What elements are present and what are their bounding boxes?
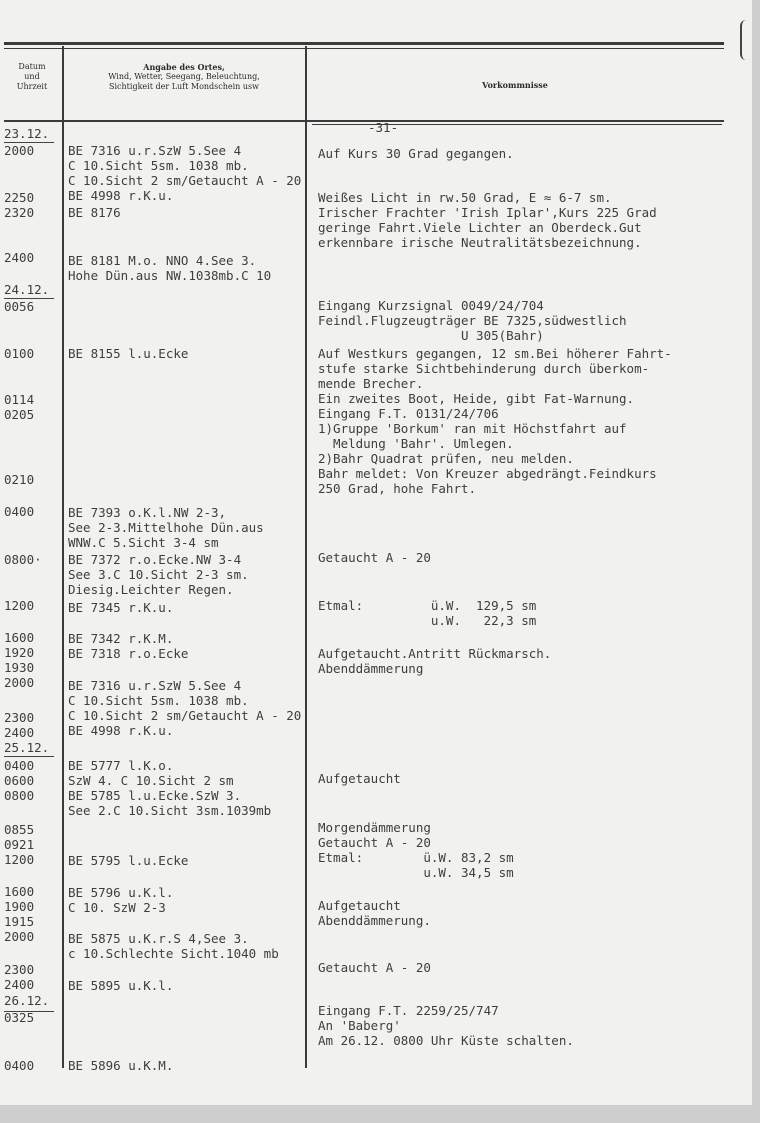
time-0114-0205: 0114 0205 bbox=[4, 392, 35, 422]
event-entry: Getaucht A - 20 bbox=[318, 960, 431, 975]
place-entry: BE 5777 l.K.o. SzW 4. C 10.Sicht 2 sm BE 5785 l.u.Ecke.SzW 3. See 2.C 10.Sicht 3sm.1039mb bbox=[68, 758, 272, 818]
event-entry: Auf Kurs 30 Grad gegangen. bbox=[318, 146, 514, 161]
time-0100: 0100 bbox=[4, 346, 35, 361]
event-entry: Eingang Kurzsignal 0049/24/704 Feindl.Flugzeugträger BE 7325,südwestlich U 305(Bahr) bbox=[318, 298, 627, 343]
time-0855-1200: 0855 0921 1200 bbox=[4, 822, 35, 867]
time-2400: 2400 bbox=[4, 250, 35, 265]
place-entry: BE 5896 u.K.M. bbox=[68, 1058, 174, 1073]
date-24-12: 24.12. bbox=[4, 282, 50, 297]
header-datum: Datum und Uhrzeit bbox=[16, 62, 48, 91]
place-entry: BE 7342 r.K.M. BE 7318 r.o.Ecke bbox=[68, 631, 189, 661]
header-ort: Angabe des Ortes, Wind, Wetter, Seegang, Beleuchtung, Sichtigkeit der Luft Mondschein usw bbox=[108, 62, 260, 91]
paper-clip-mark bbox=[740, 20, 748, 60]
time-0325: 0325 bbox=[4, 1010, 35, 1025]
time-1200: 1200 bbox=[4, 598, 35, 613]
time-2300-2400: 2300 2400 bbox=[4, 962, 35, 992]
header-bottom-rule bbox=[4, 120, 724, 122]
date-25-12: 25.12. bbox=[4, 740, 50, 755]
event-entry: Morgendämmerung Getaucht A - 20 Etmal: ü.W. 83,2 sm u.W. 34,5 sm bbox=[318, 820, 514, 880]
time-1600-2000: 1600 1920 1930 2000 bbox=[4, 630, 35, 690]
time-0400: 0400 bbox=[4, 1058, 35, 1073]
place-entry: BE 5895 u.K.l. bbox=[68, 978, 174, 993]
place-entry: BE 8176 bbox=[68, 205, 121, 220]
place-entry: BE 5796 u.K.l. C 10. SzW 2-3 bbox=[68, 885, 174, 915]
time-2300-2400: 2300 2400 bbox=[4, 710, 35, 740]
place-entry: BE 5795 l.u.Ecke bbox=[68, 853, 189, 868]
event-entry: Getaucht A - 20 bbox=[318, 550, 431, 565]
page-number: -31- bbox=[368, 120, 399, 135]
time-0800: 0800· bbox=[4, 552, 42, 567]
date-23-12: 23.12. bbox=[4, 126, 50, 141]
place-entry: BE 7372 r.o.Ecke.NW 3-4 See 3.C 10.Sicht 2-3 sm. Diesig.Leichter Regen. bbox=[68, 552, 249, 597]
event-entry: Aufgetaucht bbox=[318, 771, 401, 786]
time-2250-2320: 2250 2320 bbox=[4, 190, 35, 220]
top-rule-thin bbox=[4, 48, 724, 49]
header-vorkommnisse: Vorkommnisse bbox=[482, 80, 548, 90]
time-0056: 0056 bbox=[4, 299, 35, 314]
event-entry: Aufgetaucht Abenddämmerung. bbox=[318, 898, 431, 928]
place-entry: BE 5875 u.K.r.S 4,See 3. c 10.Schlechte Sicht.1040 mb bbox=[68, 931, 279, 961]
event-entry: Eingang F.T. 2259/25/747 An 'Baberg' Am 26.12. 0800 Uhr Küste schalten. bbox=[318, 1003, 574, 1048]
col-divider-1 bbox=[62, 46, 64, 1068]
time-1600-2000: 1600 1900 1915 2000 bbox=[4, 884, 35, 944]
time-0400-0800: 0400 0600 0800 bbox=[4, 758, 35, 803]
col-divider-2 bbox=[305, 46, 307, 1068]
event-entry: Auf Westkurs gegangen, 12 sm.Bei höherer Fahrt- stufe starke Sichtbehinderung durch überkom- mende Brecher. Ein zweites Boot, Heide, gibt Fat-Warnung. Eingang F.T. 0131/24/706 1)Gruppe 'Borkum' ran mit Höchstfahrt auf Meldung 'Bahr'. Umlegen. 2)Bahr Quadrat prüfen, neu melden. Bahr meldet: Von Kreuzer abgedrängt.Feindkurs 250 Grad, hohe Fahrt. bbox=[318, 346, 672, 496]
event-entry: Aufgetaucht.Antritt Rückmarsch. Abenddämmerung bbox=[318, 646, 552, 676]
scan-edge-bottom bbox=[0, 1105, 760, 1123]
event-entry: Etmal: ü.W. 129,5 sm u.W. 22,3 sm bbox=[318, 598, 537, 628]
place-entry: BE 7316 u.r.SzW 5.See 4 C 10.Sicht 5sm. 1038 mb. C 10.Sicht 2 sm/Getaucht A - 20 BE 4998 r.K.u. bbox=[68, 143, 302, 203]
time-0210: 0210 bbox=[4, 472, 35, 487]
scan-edge-right bbox=[752, 0, 760, 1123]
place-entry: BE 7393 o.K.l.NW 2-3, See 2-3.Mittelhohe Dün.aus WNW.C 5.Sicht 3-4 sm bbox=[68, 505, 264, 550]
event-entry: Weißes Licht in rw.50 Grad, E ≈ 6-7 sm. Irischer Frachter 'Irish Iplar',Kurs 225 Grad geringe Fahrt.Viele Lichter an Oberdeck.Gut erkennbare irische Neutralitätsbezeichnung. bbox=[318, 190, 657, 250]
top-rule-thick bbox=[4, 42, 724, 45]
time-2000: 2000 bbox=[4, 143, 35, 158]
place-entry: BE 8181 M.o. NNO 4.See 3. Hohe Dün.aus NW.1038mb.C 10 bbox=[68, 253, 272, 283]
place-entry: BE 7316 u.r.SzW 5.See 4 C 10.Sicht 5sm. 1038 mb. C 10.Sicht 2 sm/Getaucht A - 20 BE 4998 r.K.u. bbox=[68, 678, 302, 738]
date-26-12: 26.12. bbox=[4, 993, 50, 1008]
place-entry: BE 8155 l.u.Ecke bbox=[68, 346, 189, 361]
place-entry: BE 7345 r.K.u. bbox=[68, 600, 174, 615]
time-0400: 0400 bbox=[4, 504, 35, 519]
date-underline bbox=[4, 756, 54, 757]
